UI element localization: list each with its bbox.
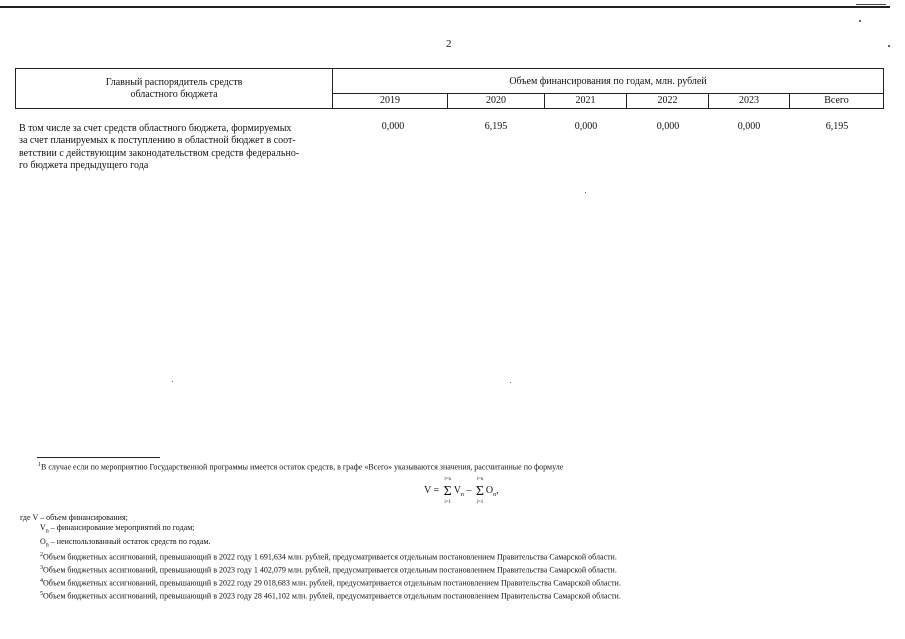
value-2023: 0,000	[737, 121, 761, 132]
definition-on	[20, 537, 621, 551]
scan-top-border-right	[856, 4, 886, 5]
header-budget-holder	[16, 69, 333, 109]
footnote-3-mark: 3	[40, 565, 43, 572]
row-description-line: за счет планируемых к поступлению в областной бюджет в соот-	[19, 135, 296, 147]
formula-term-o: O	[485, 485, 494, 496]
definition-on-text: – неиспользованный остаток средств по годам.	[48, 536, 211, 546]
sum-lower-limit: i=1	[444, 500, 452, 505]
footnote-separator	[37, 457, 160, 458]
footnote-5-mark: 5	[40, 590, 43, 597]
footnote-4-mark: 4	[40, 577, 43, 584]
formula-end: ,	[496, 485, 499, 496]
sum-upper-limit: i=n	[444, 477, 452, 482]
formula-lhs: V =	[424, 485, 440, 496]
formula-minus: –	[466, 485, 472, 496]
definition-vn-symbol: V	[40, 523, 46, 533]
header-total: Всего	[790, 94, 884, 109]
definition-vn	[20, 523, 621, 537]
row-description-line: ветствии с действующим законодательством средств федерально-	[19, 147, 300, 159]
footnote-4	[20, 576, 621, 589]
scan-speck	[859, 20, 861, 22]
sum-lower-limit: i=1	[476, 500, 484, 505]
row-description-line: го бюджета предыдущего года	[19, 160, 149, 172]
definition-v: где V – объем финансирования;	[20, 513, 128, 522]
value-total: 6,195	[825, 121, 849, 132]
scan-speck	[510, 382, 511, 383]
header-year-2020: 2020	[448, 94, 545, 109]
definition-vn-sub: n	[45, 528, 49, 535]
definition-on-symbol: O	[40, 536, 46, 546]
footnote-1-mark: 1	[38, 462, 41, 468]
sum-sign: Σ i=n i=1	[443, 477, 452, 505]
sum-sign: Σ i=n i=1	[475, 477, 484, 505]
scan-speck	[888, 45, 890, 47]
definition-vn-text: – финансирование мероприятий по годам;	[48, 523, 195, 533]
header-year-2022: 2022	[627, 94, 709, 109]
header-year-2019: 2019	[333, 94, 448, 109]
footnote-definitions	[20, 513, 621, 601]
header-year-2021: 2021	[545, 94, 627, 109]
footnote-1-text: В случае если по мероприятию Государственной программы имеется остаток средств, в графе «Всего» указываются значения, рассчитанные по формуле	[41, 462, 564, 472]
scan-speck	[172, 381, 173, 382]
header-budget-holder-line1: Главный распорядитель средств	[105, 76, 243, 88]
definition-on-sub: n	[45, 542, 49, 549]
footnote-1	[38, 462, 563, 472]
header-financing-volume: Объем финансирования по годам, млн. рублей	[333, 69, 884, 94]
header-year-2023: 2023	[709, 94, 790, 109]
row-description-line: В том числе за счет средств областного бюджета, формируемых	[19, 123, 292, 134]
footnote-4-text: Объем бюджетных ассигнований, превышающий в 2022 году 29 018,683 млн. рублей, предусматривается отдельным постановлением Правительства Самарской области.	[43, 578, 621, 588]
sum-upper-limit: i=n	[476, 477, 484, 482]
footnote-2-mark: 2	[40, 552, 43, 559]
balance-formula	[424, 477, 499, 505]
footnote-2	[20, 550, 621, 563]
header-budget-holder-line2: областного бюджета	[130, 88, 218, 100]
formula-term-v-sub: n	[460, 492, 464, 498]
row-description	[19, 123, 331, 173]
formula-term-v: V	[453, 485, 461, 496]
footnote-3-text: Объем бюджетных ассигнований, превышающий в 2023 году 1 402,079 млн. рублей, предусматривается отдельным постановлением Правительства Самарской области.	[43, 565, 617, 575]
formula-term-o-sub: n	[493, 492, 497, 498]
value-2019: 0,000	[381, 121, 405, 132]
financing-table	[15, 68, 884, 109]
footnote-2-text: Объем бюджетных ассигнований, превышающий в 2022 году 1 691,634 млн. рублей, предусматривается отдельным постановлением Правительства Самарской области.	[43, 553, 617, 563]
footnote-3	[20, 563, 621, 576]
scan-top-border	[0, 6, 890, 8]
value-2021: 0,000	[574, 121, 598, 132]
value-2022: 0,000	[656, 121, 680, 132]
page-number: 2	[446, 38, 452, 50]
scan-speck	[585, 192, 586, 193]
footnote-5	[20, 589, 621, 602]
value-2020: 6,195	[484, 121, 508, 132]
footnote-5-text: Объем бюджетных ассигнований, превышающий в 2023 году 28 461,102 млн. рублей, предусматривается отдельным постановлением Правительства Самарской области.	[43, 591, 621, 601]
